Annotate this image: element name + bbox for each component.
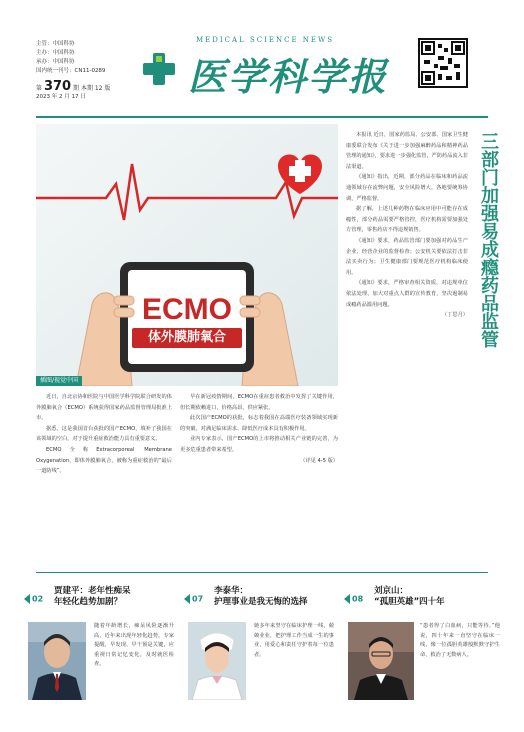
portrait-photo: [188, 622, 246, 700]
issue-suffix: 期: [73, 85, 80, 92]
ecmo-title: ECMO: [142, 293, 232, 326]
teaser-page-08[interactable]: [344, 578, 500, 728]
portrait-photo: [28, 622, 86, 700]
teaser-title[interactable]: 贾建平：老年性痴呆 年轻化趋势加剧？: [54, 586, 131, 607]
main-article-mid-column: [180, 392, 338, 466]
teaser-page-07[interactable]: [184, 578, 334, 728]
logo-chinese: 医学科学报: [188, 54, 389, 99]
teaser-page-number: 07: [184, 594, 203, 604]
paragraph: 《通知》指出，近期，部分药品在临床和药品流通领域存在流弊问题，安全风险增大。各地要统筹协调，严格监督。: [346, 174, 468, 202]
hero-image: [36, 124, 338, 386]
teaser-text: 随着年龄增长，痴呆风险逐渐升高，近年来出现年轻化趋势。专家提醒，早发现、早干预是关键，应重视日常记忆变化，及时就医检查。: [94, 623, 174, 668]
hero-caption: 插图/视觉中国: [36, 376, 82, 386]
issue-prefix: 第: [36, 85, 43, 92]
teaser-page-number: 08: [344, 594, 363, 604]
portrait-photo: [348, 622, 414, 700]
teaser-text: “患者得了白血病，只能等待。”他说，四十年来一直坚守在临床一线，像一位孤胆英雄般默默守护生命，救治了无数病人。: [420, 623, 500, 658]
masthead-meta: [36, 40, 110, 102]
paragraph: ECMO全称Extracorporeal Membrane Oxygenation，即体外膜肺氧合，被称为重症救治的“最后一道防线”。: [36, 446, 172, 475]
issue-date: 2023 年 2 月 17 日: [36, 94, 86, 100]
article-source: （丁思月）: [442, 312, 468, 319]
paragraph: 本报讯 近日，国家药监局、公安部、国家卫生健康委联合发布《关于进一步加强麻醉药品和精神药品管理的通知》，要求进一步强化监管，严防药品流入非法渠道。: [346, 132, 468, 170]
main-article-left-column: [36, 392, 172, 477]
right-article-body: [346, 130, 468, 321]
teaser-divider: [36, 572, 488, 573]
paragraph: 据了解，上述几种药物在临床应用中可能存在成瘾性，部分药品需要严格管控，医疗机构需要加强处方管理，零售药店不得违规销售。: [346, 206, 468, 234]
issue-number: 370: [43, 79, 72, 94]
chevron-left-icon: [24, 594, 30, 604]
medical-cross-icon: [140, 50, 178, 88]
right-article-headline[interactable]: 三部门加强易成瘾药品监管: [478, 132, 499, 348]
chevron-left-icon: [184, 594, 190, 604]
meta-line: 主办：中国科协: [36, 50, 75, 56]
teaser-title[interactable]: 李泰华： 护理事业是我无悔的选择: [214, 586, 308, 607]
teaser-text: 她多年来坚守在临床护理一线，兢兢业业，把护理工作当成一生的事业，用爱心和责任守护着每一位患者。: [254, 623, 334, 658]
ecmo-sign: [128, 294, 246, 348]
paragraph: 据悉，这是我国首台获批的国产ECMO，填补了我国在该领域的空白，对于提升重症救治能力具有重要意义。: [36, 425, 172, 443]
paragraph: 近日，自北京协和医院与中国医学科学院联合研发的体外膜肺氧合（ECMO）系统获得国家药品监督管理局批准上市。: [36, 394, 172, 422]
meta-line: 承办：中国科协: [36, 59, 75, 65]
paragraph: 业内专家表示，国产ECMO的上市将推动相关产业链的完善，为更多危重患者带来希望。: [180, 436, 338, 453]
paragraph: 此次国产ECMO的获批，标志着我国在高端医疗装备领域实现新的突破，对满足临床需求、降低医疗成本具有积极作用。: [180, 415, 338, 432]
issue-pages: 本期 12 版: [80, 85, 111, 92]
header-divider: [36, 116, 488, 118]
masthead: [0, 0, 524, 120]
meta-line: 国内统一刊号：CN11-0289: [36, 68, 106, 74]
chevron-left-icon: [344, 594, 350, 604]
teaser-page-number: 02: [24, 594, 43, 604]
qr-code-icon[interactable]: [418, 38, 468, 88]
ecmo-subtitle: 体外膜肺氧合: [132, 328, 242, 348]
teaser-page-02[interactable]: [24, 578, 174, 728]
article-source: （详见 4-5 版）: [300, 457, 338, 464]
issue-info: [36, 79, 111, 94]
paragraph: 早在新冠疫情期间，ECMO在重症患者救治中发挥了关键作用，但长期依赖进口，价格高昂，供应紧张。: [180, 394, 338, 411]
paragraph: 《通知》要求，严格审查相关资质，对违规单位依法处理，加大对重点人群的宣传教育，坚决遏制易成瘾药品滥用问题。: [346, 280, 468, 308]
meta-line: 主管：中国科协: [36, 41, 75, 47]
teaser-title[interactable]: 刘京山： “孤胆英雄”四十年: [374, 586, 445, 607]
logo-english: MEDICAL SCIENCE NEWS: [196, 36, 335, 44]
newspaper-logo: [140, 36, 400, 99]
paragraph: 《通知》要求，药品监管部门要加强对药品生产企业、经营企业的监督检查；公安机关要依法打击非法买卖行为；卫生健康部门要规范医疗机构临床使用。: [346, 237, 468, 276]
